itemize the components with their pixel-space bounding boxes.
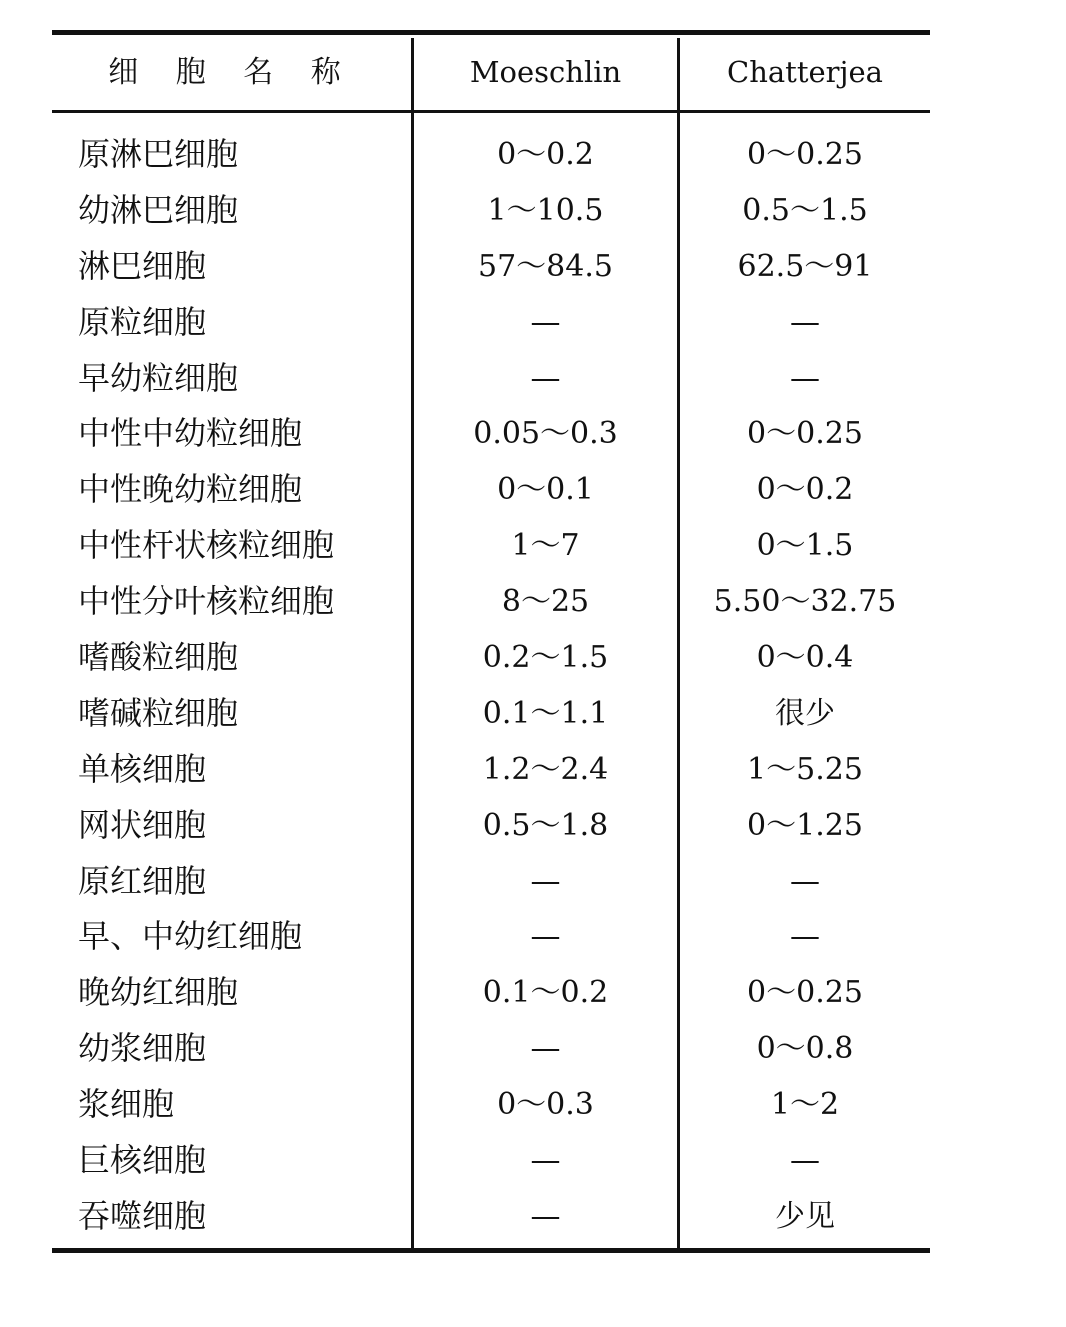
header-moeschlin: Moeschlin: [469, 55, 622, 89]
cell-chatterjea-value: 0.5～1.5: [742, 192, 868, 228]
cell-chatterjea-value: 0～0.25: [747, 137, 863, 172]
cell-moeschlin-value: —: [530, 304, 561, 340]
cell-name: 幼淋巴细胞: [78, 190, 239, 229]
table-row: [52, 854, 930, 910]
cell-chatterjea-value: 5.50～32.75: [713, 584, 897, 620]
cell-name: 网状细胞: [78, 805, 207, 844]
cell-moeschlin-value: —: [530, 863, 561, 899]
table-row: [52, 1133, 930, 1189]
cell-moeschlin-value: —: [530, 1198, 561, 1234]
cell-chatterjea-value: —: [790, 863, 820, 899]
cell-moeschlin-value: 57～84.5: [478, 248, 613, 284]
cell-name: 早、中幼红细胞: [78, 917, 303, 956]
table-row: [52, 406, 930, 462]
cell-moeschlin-value: —: [530, 919, 561, 955]
table-row: [52, 295, 930, 351]
header-chatterjea: Chatterjea: [727, 55, 883, 89]
table-bottom-rule: [52, 1248, 930, 1253]
cell-moeschlin-value: 0～0.1: [497, 472, 594, 508]
cell-moeschlin-value: 0.5～1.8: [482, 807, 609, 843]
cell-name: 早幼粒细胞: [78, 358, 239, 397]
cell-name: 中性晚幼粒细胞: [78, 470, 303, 509]
cell-chatterjea-value: 少见: [775, 1198, 835, 1234]
cell-name: 原红细胞: [78, 861, 207, 900]
cell-name: 单核细胞: [78, 749, 207, 788]
cell-chatterjea-value: —: [790, 360, 820, 396]
cell-name: 巨核细胞: [78, 1141, 207, 1180]
table-header: [52, 35, 930, 110]
cell-moeschlin-value: —: [530, 1031, 561, 1067]
cell-chatterjea-value: 1～5.25: [747, 751, 863, 787]
cell-name: 幼浆细胞: [78, 1029, 207, 1068]
table-row: [52, 1021, 930, 1077]
cell-chatterjea-value: 1～2: [770, 1087, 840, 1123]
cell-name: 浆细胞: [78, 1085, 175, 1124]
cell-moeschlin-value: 0.1～0.2: [482, 975, 609, 1011]
cell-moeschlin-value: 0～0.2: [497, 137, 594, 172]
data-table: [52, 30, 930, 1260]
cell-chatterjea-value: 0～0.25: [747, 416, 863, 452]
cell-moeschlin-value: 1.2～2.4: [482, 751, 609, 787]
table-row: [52, 965, 930, 1021]
table-row: [52, 239, 930, 295]
table-row: [52, 630, 930, 686]
header-cell-name: 细 胞 名 称: [108, 55, 355, 90]
table-row: [52, 518, 930, 574]
table-row: [52, 1077, 930, 1133]
cell-name: 原淋巴细胞: [78, 135, 239, 173]
cell-name: 中性分叶核粒细胞: [78, 582, 335, 621]
cell-moeschlin-value: 0.05～0.3: [473, 416, 618, 452]
cell-chatterjea-value: 0～1.25: [747, 807, 863, 843]
cell-chatterjea-value: 62.5～91: [737, 248, 873, 284]
cell-chatterjea-value: 很少: [775, 695, 835, 731]
cell-moeschlin-value: 1～10.5: [487, 192, 604, 228]
table-row: [52, 574, 930, 630]
cell-chatterjea-value: 0～0.8: [756, 1031, 854, 1067]
cell-moeschlin-value: 8～25: [501, 584, 590, 620]
cell-chatterjea-value: 0～1.5: [756, 528, 854, 564]
cell-name: 中性杆状核粒细胞: [78, 526, 335, 565]
cell-name: 吞噬细胞: [78, 1196, 207, 1235]
table-body: [52, 127, 930, 1245]
cell-chatterjea-value: —: [790, 1143, 820, 1179]
cell-moeschlin-value: —: [530, 360, 561, 396]
table-row: [52, 686, 930, 742]
table-row: [52, 462, 930, 518]
cell-chatterjea-value: 0～0.4: [756, 640, 854, 676]
cell-chatterjea-value: —: [790, 304, 820, 340]
table-row: [52, 183, 930, 239]
cell-name: 中性中幼粒细胞: [78, 414, 303, 453]
cell-name: 淋巴细胞: [78, 246, 207, 285]
cell-moeschlin-value: 1～7: [511, 528, 580, 564]
cell-name: 嗜酸粒细胞: [78, 638, 239, 677]
cell-moeschlin-value: 0.2～1.5: [482, 640, 609, 676]
cell-chatterjea-value: 0～0.25: [747, 975, 863, 1011]
header-rule: [52, 110, 930, 113]
cell-moeschlin-value: —: [530, 1143, 561, 1179]
table-row: [52, 798, 930, 854]
cell-name: 原粒细胞: [78, 302, 207, 341]
table-row: [52, 1189, 930, 1245]
cell-moeschlin-value: 0～0.3: [497, 1087, 594, 1123]
table-row: [52, 909, 930, 965]
cell-name: 晚幼红细胞: [78, 973, 239, 1012]
table-row: [52, 351, 930, 407]
cell-moeschlin-value: 0.1～1.1: [482, 695, 609, 731]
cell-chatterjea-value: —: [790, 919, 820, 955]
table-row: [52, 127, 930, 183]
cell-name: 嗜碱粒细胞: [78, 693, 239, 732]
table-row: [52, 742, 930, 798]
cell-chatterjea-value: 0～0.2: [756, 472, 854, 508]
